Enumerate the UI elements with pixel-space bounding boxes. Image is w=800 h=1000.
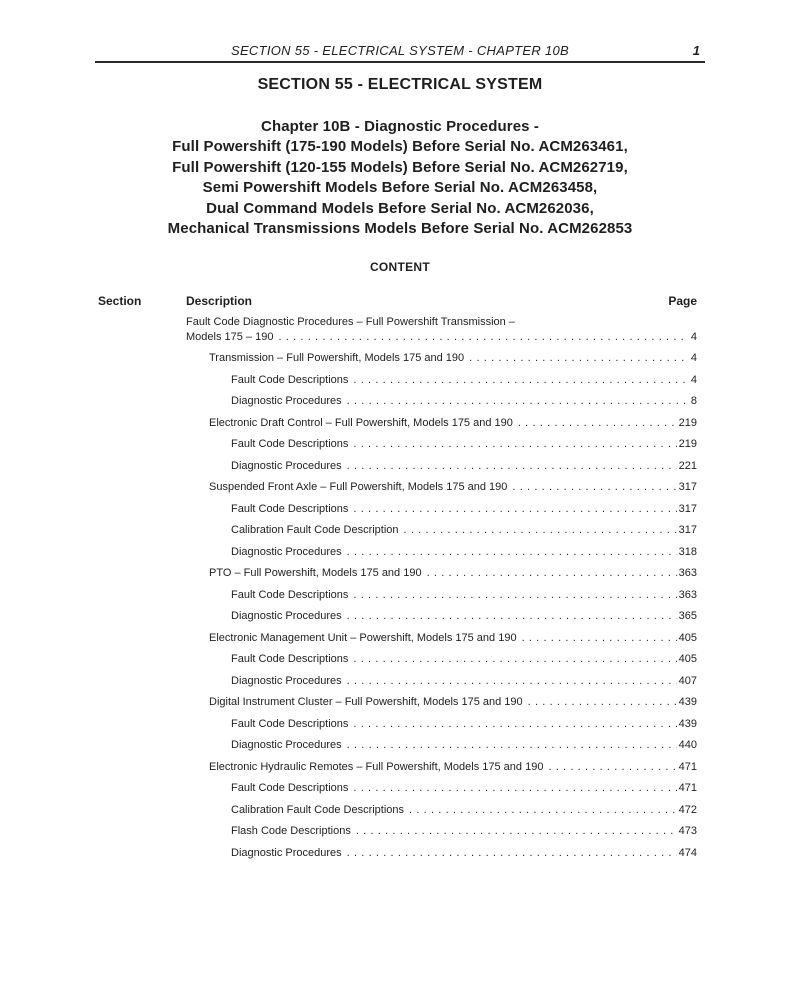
toc-entry xyxy=(95,696,705,718)
toc-entry-label: Diagnostic Procedures xyxy=(231,739,342,751)
toc-page-number: 363 xyxy=(678,588,697,601)
dot-leader xyxy=(353,589,676,601)
chapter-title-line: Mechanical Transmissions Models Before Serial No. ACM262853 xyxy=(167,220,633,238)
toc-page-number: 8 xyxy=(690,395,697,407)
dot-leader xyxy=(347,675,677,687)
dot-leader xyxy=(347,546,677,558)
running-header: SECTION 55 - ELECTRICAL SYSTEM - CHAPTER 10B xyxy=(230,43,570,58)
toc-entry-label: Diagnostic Procedures xyxy=(231,610,342,622)
dot-leader xyxy=(353,718,676,730)
toc-entry xyxy=(95,331,705,353)
toc-entry xyxy=(95,782,705,804)
dot-leader xyxy=(528,696,677,708)
toc-column-headers xyxy=(95,294,705,310)
column-header-section: Section xyxy=(98,294,142,308)
dot-leader xyxy=(427,567,677,579)
dot-leader xyxy=(347,847,677,859)
dot-leader xyxy=(353,438,676,450)
toc-page-number: 317 xyxy=(678,481,697,493)
toc-entry-label: Electronic Draft Control – Full Powershift, Models 175 and 190 xyxy=(209,416,513,429)
toc-page-number: 405 xyxy=(678,653,697,665)
toc-entry xyxy=(95,739,705,761)
toc-page-number: 365 xyxy=(678,610,697,622)
toc-entry xyxy=(95,481,705,503)
toc-page-number: 221 xyxy=(678,459,697,472)
toc-entry xyxy=(95,718,705,740)
dot-leader xyxy=(469,352,689,364)
toc-entry xyxy=(95,374,705,396)
toc-page-number: 474 xyxy=(678,846,697,859)
toc-page-number: 4 xyxy=(690,330,697,343)
toc-entry xyxy=(95,524,705,546)
toc-entry xyxy=(95,825,705,847)
toc-entry xyxy=(95,316,705,331)
toc-page-number: 318 xyxy=(678,545,697,558)
dot-leader xyxy=(548,761,676,773)
toc-page-number: 219 xyxy=(678,438,697,450)
toc-entry-label: Fault Code Descriptions xyxy=(231,438,349,450)
toc-page-number: 473 xyxy=(678,825,697,837)
toc-entry xyxy=(95,761,705,783)
page-number: 1 xyxy=(692,43,700,58)
toc-entry-label: Diagnostic Procedures xyxy=(231,846,342,859)
toc-entry-label: Electronic Hydraulic Remotes – Full Powershift, Models 175 and 190 xyxy=(209,760,544,773)
chapter-title-line: Dual Command Models Before Serial No. ACM262036, xyxy=(206,199,594,217)
dot-leader xyxy=(347,395,689,407)
chapter-title-line: Full Powershift (120-155 Models) Before Serial No. ACM262719, xyxy=(172,158,628,176)
toc-entry xyxy=(95,610,705,632)
chapter-title-line: Chapter 10B - Diagnostic Procedures - xyxy=(261,118,539,135)
toc-entry-label: Electronic Management Unit – Powershift, Models 175 and 190 xyxy=(209,631,517,644)
toc-entry xyxy=(95,632,705,654)
toc-entry xyxy=(95,460,705,482)
toc-page-number: 4 xyxy=(690,373,697,386)
toc-page-number: 219 xyxy=(678,416,697,429)
dot-leader xyxy=(278,331,688,343)
toc-entry xyxy=(95,438,705,460)
toc-entry-label: Fault Code Descriptions xyxy=(231,502,349,515)
dot-leader xyxy=(347,460,677,472)
toc-entry-label: Flash Code Descriptions xyxy=(231,825,351,837)
chapter-title-line: Full Powershift (175-190 Models) Before Serial No. ACM263461, xyxy=(172,138,628,156)
toc-page-number: 471 xyxy=(678,760,697,773)
toc-entry xyxy=(95,567,705,589)
toc-entry xyxy=(95,675,705,697)
toc-entry xyxy=(95,417,705,439)
dot-leader xyxy=(409,804,677,816)
toc-page-number: 317 xyxy=(678,524,697,536)
chapter-title-line: Semi Powershift Models Before Serial No. ACM263458, xyxy=(202,179,598,197)
toc-entry xyxy=(95,589,705,611)
dot-leader xyxy=(512,481,676,493)
dot-leader xyxy=(353,782,676,794)
toc-entry xyxy=(95,653,705,675)
dot-leader xyxy=(353,653,676,665)
dot-leader xyxy=(522,632,677,644)
toc-page-number: 439 xyxy=(678,696,697,708)
dot-leader xyxy=(347,610,677,622)
toc-entry-label: Diagnostic Procedures xyxy=(231,674,342,687)
toc-entry-label: Diagnostic Procedures xyxy=(231,395,342,407)
header-rule xyxy=(95,61,705,63)
toc-page-number: 471 xyxy=(678,782,697,794)
toc-page-number: 363 xyxy=(678,567,697,579)
toc-entry-label: Fault Code Descriptions xyxy=(231,782,349,794)
toc-entry-label: Fault Code Descriptions xyxy=(231,373,349,386)
toc-entry-label: PTO – Full Powershift, Models 175 and 190 xyxy=(209,567,422,579)
toc-page-number: 405 xyxy=(678,631,697,644)
toc-entry-label: Transmission – Full Powershift, Models 175 and 190 xyxy=(209,352,465,364)
dot-leader xyxy=(518,417,677,429)
chapter-title xyxy=(50,117,750,239)
toc-entry-label: Calibration Fault Code Description xyxy=(231,524,399,536)
dot-leader xyxy=(353,503,676,515)
toc-page-number: 472 xyxy=(678,803,697,816)
toc-entry-label: Calibration Fault Code Descriptions xyxy=(231,803,405,816)
toc-entry-label: Fault Code Diagnostic Procedures – Full Powershift Transmission – xyxy=(186,316,515,328)
content-heading: CONTENT xyxy=(369,260,431,274)
column-header-description: Description xyxy=(186,294,253,308)
dot-leader xyxy=(353,374,688,386)
toc-page-number: 317 xyxy=(678,502,697,515)
toc-entry xyxy=(95,395,705,417)
dot-leader xyxy=(404,524,677,536)
toc-entry-label: Fault Code Descriptions xyxy=(231,588,349,601)
toc-page-number: 440 xyxy=(678,739,697,751)
toc-entry-label: Digital Instrument Cluster – Full Powershift, Models 175 and 190 xyxy=(209,696,523,708)
dot-leader xyxy=(347,739,677,751)
section-title: SECTION 55 - ELECTRICAL SYSTEM xyxy=(257,76,543,93)
toc-page-number: 439 xyxy=(678,717,697,730)
toc-entry-label: Models 175 – 190 xyxy=(186,330,274,343)
toc-entry xyxy=(95,503,705,525)
toc-entry xyxy=(95,546,705,568)
toc-entry-label: Suspended Front Axle – Full Powershift, Models 175 and 190 xyxy=(209,481,508,493)
column-header-page: Page xyxy=(668,294,697,308)
table-of-contents xyxy=(95,313,705,868)
toc-entry-label: Fault Code Descriptions xyxy=(231,653,349,665)
toc-entry-label: Diagnostic Procedures xyxy=(231,459,342,472)
dot-leader xyxy=(356,825,677,837)
toc-entry xyxy=(95,847,705,869)
toc-entry-label: Diagnostic Procedures xyxy=(231,545,342,558)
toc-entry xyxy=(95,804,705,826)
toc-entry xyxy=(95,352,705,374)
toc-entry-label: Fault Code Descriptions xyxy=(231,717,349,730)
toc-page-number: 407 xyxy=(678,674,697,687)
toc-page-number: 4 xyxy=(690,352,697,364)
